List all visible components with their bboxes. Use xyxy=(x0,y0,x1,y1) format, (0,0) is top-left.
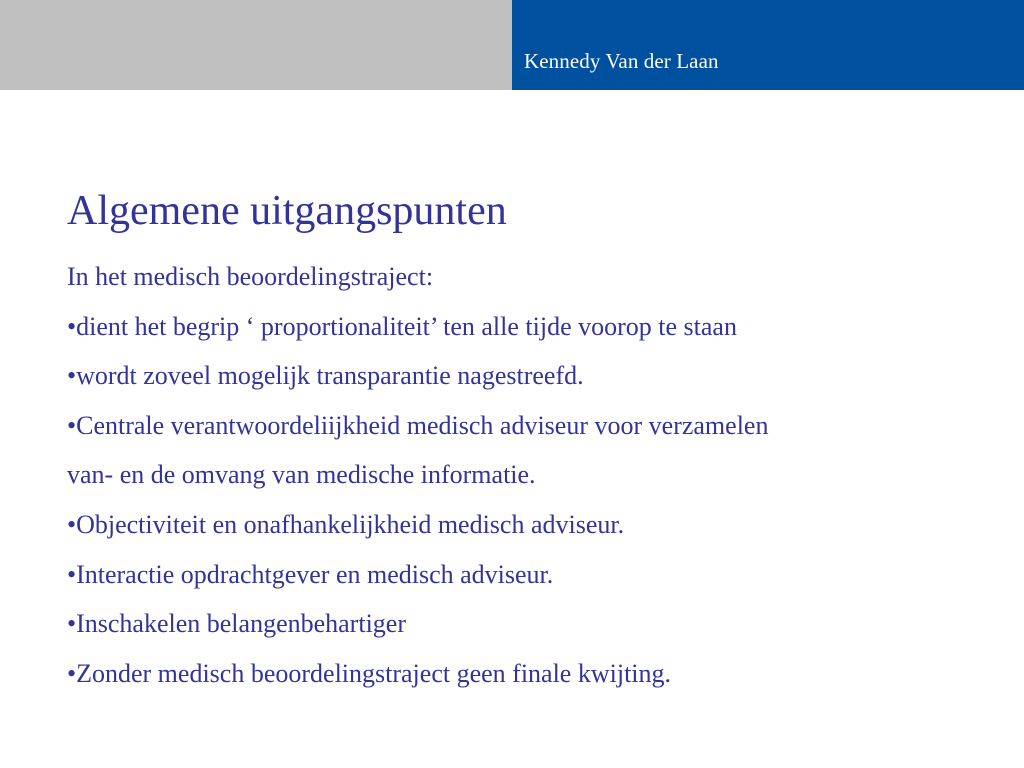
header-blue-band xyxy=(512,0,1024,90)
bullet-line: •wordt zoveel mogelijk transparantie nagestreefd. xyxy=(67,361,584,391)
bullet-continuation-line: van- en de omvang van medische informatie. xyxy=(67,460,536,490)
bullet-line: •Interactie opdrachtgever en medisch adviseur. xyxy=(67,559,554,589)
bullet-line: •Objectiviteit en onafhankelijkheid medisch adviseur. xyxy=(67,509,625,539)
bullet-line: •Centrale verantwoordeliijkheid medisch adviseur voor verzamelen xyxy=(67,410,769,440)
brand-name: Kennedy Van der Laan xyxy=(524,49,719,73)
bullet-line: •Inschakelen belangenbehartiger xyxy=(67,609,406,639)
bullet-line: •Zonder medisch beoordelingstraject geen finale kwijting. xyxy=(67,658,672,688)
intro-line: In het medisch beoordelingstraject: xyxy=(67,262,434,291)
header-gray-band xyxy=(0,0,512,90)
bullet-line: •dient het begrip ‘ proportionaliteit’ ten alle tijde voorop te staan xyxy=(67,311,737,341)
body-text xyxy=(67,252,768,698)
slide-title: Algemene uitgangspunten xyxy=(67,188,507,234)
